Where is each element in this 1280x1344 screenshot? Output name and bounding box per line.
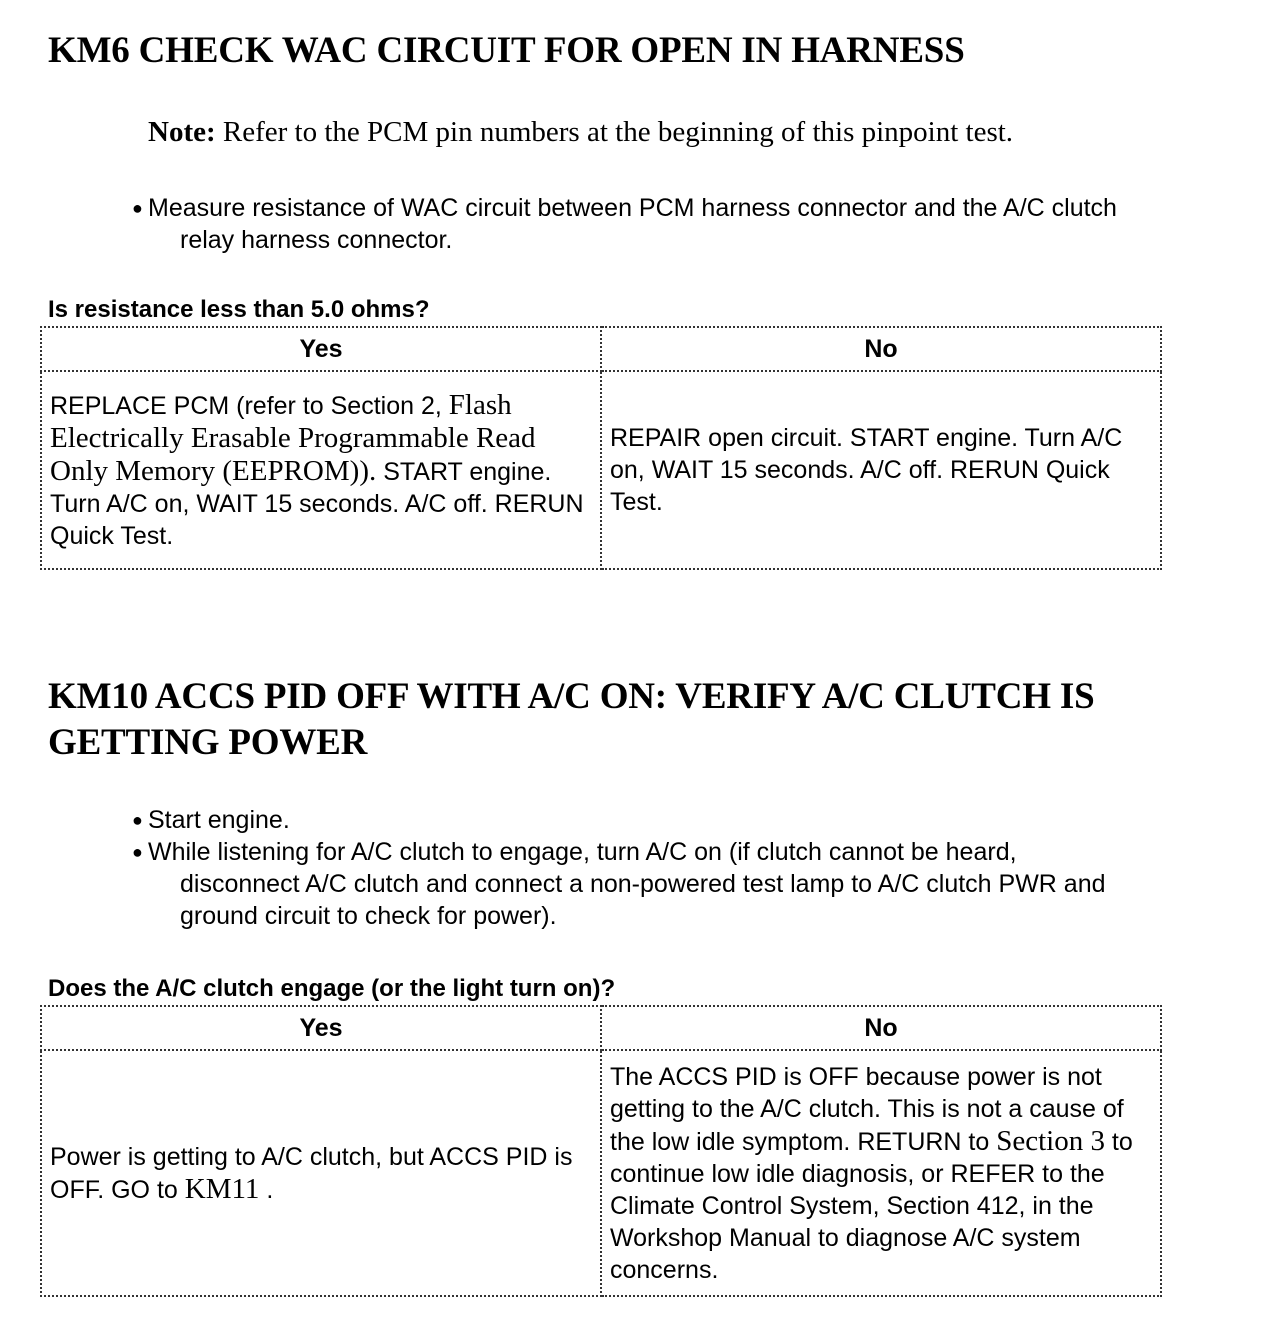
yes-cell <box>41 1050 601 1296</box>
no-text-end: to continue low idle diagnosis, or REFER to the Climate Control System, Section 412, in the Workshop Manual to diagnose A/C system concerns. <box>610 1127 1133 1284</box>
table-header-row <box>41 327 1161 371</box>
section-3-link[interactable]: Section 3 <box>996 1124 1105 1157</box>
bullet-icon: ● <box>132 842 143 862</box>
km10-bullet-list <box>132 804 1242 932</box>
km6-bullet-list <box>132 192 1242 256</box>
eeprom-reference: Flash Electrically Erasable Programmable Read Only Memory (EEPROM)). <box>50 388 536 487</box>
bullet-icon: ● <box>132 810 143 830</box>
no-text: REPAIR open circuit. START engine. Turn A/C on, WAIT 15 seconds. A/C off. RERUN Quick Test. <box>610 424 1123 516</box>
yes-cell <box>41 371 601 569</box>
yes-text: Power is getting to A/C clutch, but ACCS PID is OFF. GO to <box>50 1142 573 1204</box>
km10-question: Does the A/C clutch engage (or the light turn on)? <box>48 975 616 1002</box>
no-cell <box>601 1050 1161 1296</box>
column-header-yes: Yes <box>41 327 601 371</box>
list-item <box>132 192 1242 256</box>
km11-link[interactable]: KM11 <box>184 1172 260 1205</box>
yes-text-2: START engine. Turn A/C on, WAIT 15 seconds. A/C off. RERUN Quick Test. <box>50 457 584 550</box>
yes-text: REPLACE PCM (refer to Section 2, <box>50 391 449 420</box>
note <box>148 112 1013 152</box>
column-header-no: No <box>601 1006 1161 1050</box>
km6-question: Is resistance less than 5.0 ohms? <box>48 296 430 323</box>
list-item-text: disconnect A/C clutch and connect a non-powered test lamp to A/C clutch PWR and <box>180 870 1106 898</box>
km6-decision-table <box>40 326 1162 570</box>
km10-decision-table <box>40 1005 1162 1297</box>
table-header-row <box>41 1006 1161 1050</box>
list-item-text: Start engine. <box>148 806 290 834</box>
column-header-yes: Yes <box>41 1006 601 1050</box>
no-cell <box>601 371 1161 569</box>
bullet-icon: ● <box>132 198 143 218</box>
list-item <box>132 836 1242 932</box>
list-item-text: While listening for A/C clutch to engage, turn A/C on (if clutch cannot be heard, <box>148 838 1017 866</box>
list-item <box>132 804 1242 836</box>
km10-heading-line1: KM10 ACCS PID OFF WITH A/C ON: VERIFY A/C CLUTCH IS <box>48 676 1095 717</box>
note-text: Refer to the PCM pin numbers at the beginning of this pinpoint test. <box>215 116 1014 148</box>
table-row <box>41 371 1161 569</box>
km6-heading: KM6 CHECK WAC CIRCUIT FOR OPEN IN HARNESS <box>48 30 965 71</box>
no-text: The ACCS PID is OFF because power is not getting to the A/C clutch. This is not a cause of the low idle symptom. RETURN to <box>610 1062 1124 1156</box>
list-item-text: ground circuit to check for power). <box>180 902 557 930</box>
table-row <box>41 1050 1161 1296</box>
km10-heading <box>48 674 1094 766</box>
list-item-text: Measure resistance of WAC circuit between PCM harness connector and the A/C clutch <box>148 194 1117 222</box>
list-item-text: relay harness connector. <box>180 226 453 254</box>
yes-text-end: . <box>259 1175 274 1204</box>
column-header-no: No <box>601 327 1161 371</box>
note-label: Note: <box>148 116 216 148</box>
km10-heading-line2: GETTING POWER <box>48 722 368 763</box>
